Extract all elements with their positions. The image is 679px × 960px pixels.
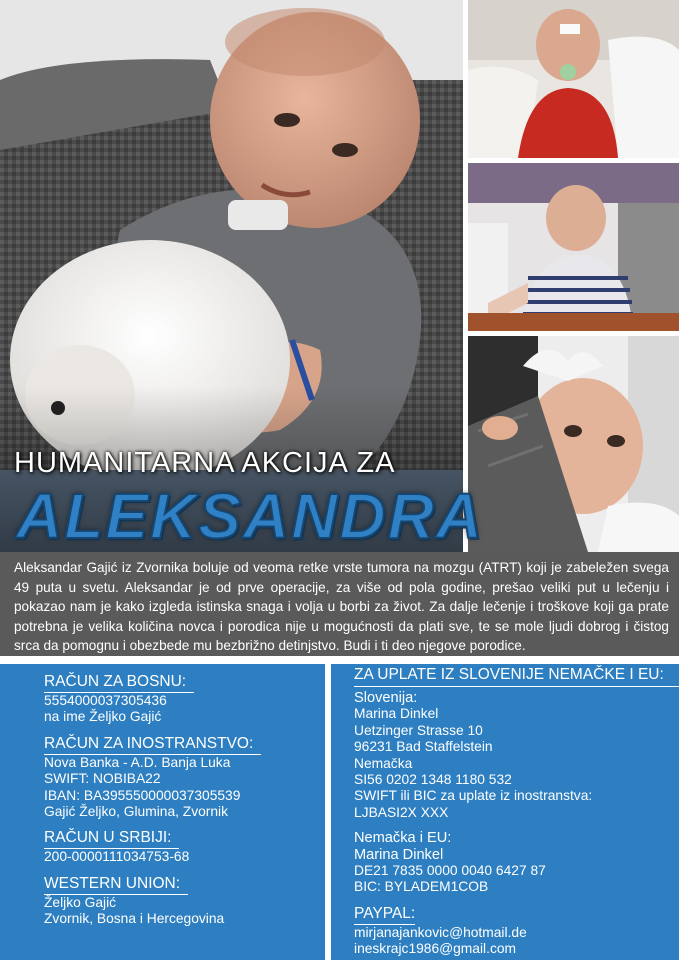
photo-boy-on-sofa-striped-shirt <box>468 163 679 331</box>
slovenia-iban: SI56 0202 1348 1180 532 <box>354 772 512 788</box>
western-union-name: Željko Gajić <box>44 894 117 910</box>
photo-boy-in-hospital-bed <box>468 0 679 158</box>
headline-name: ALEKSANDRA <box>16 480 484 552</box>
photo-girl-with-bow-peeking <box>468 336 679 552</box>
germany-eu-bic: BIC: BYLADEM1COB <box>354 879 489 895</box>
payment-panel-left <box>0 664 325 960</box>
eu-payments-title: ZA UPLATE IZ SLOVENIJE NEMAČKE I EU: <box>354 666 679 685</box>
paypal-email-2: ineskrajc1986@gmail.com <box>354 941 517 957</box>
headline-prefix: HUMANITARNA AKCIJA ZA <box>14 447 396 479</box>
serbia-account-title: RAČUN U SRBIJI: <box>44 829 179 849</box>
abroad-iban: IBAN: BA395550000037305539 <box>44 787 241 803</box>
abroad-holder: Gajić Željko, Glumina, Zvornik <box>44 804 229 820</box>
abroad-account-title: RAČUN ZA INOSTRANSTVO: <box>44 735 261 755</box>
description-box <box>0 552 679 656</box>
slovenia-title: Slovenija: <box>354 690 418 706</box>
slovenia-country: Nemačka <box>354 755 413 771</box>
serbia-account-number: 200-0000111034753-68 <box>44 849 190 865</box>
abroad-swift: SWIFT: NOBIBA22 <box>44 771 161 787</box>
paypal-email-1: mirjanajankovic@hotmail.de <box>354 924 527 940</box>
germany-eu-iban: DE21 7835 0000 0040 6427 87 <box>354 863 546 879</box>
slovenia-recipient: Marina Dinkel <box>354 706 439 722</box>
bosnia-account-number: 5554000037305436 <box>44 693 167 708</box>
abroad-bank: Nova Banka - A.D. Banja Luka <box>44 754 231 770</box>
paypal-title: PAYPAL: <box>354 905 415 925</box>
germany-eu-title: Nemačka i EU: <box>354 830 452 847</box>
payment-panel-right <box>331 664 679 960</box>
bosnia-account-holder: na ime Željko Gajić <box>44 709 162 725</box>
germany-eu-recipient: Marina Dinkel <box>354 846 444 863</box>
slovenia-city: 96231 Bad Staffelstein <box>354 739 493 755</box>
description-text: Aleksandar Gajić iz Zvornika boluje od veoma retke vrste tumora na mozgu (ATRT) koji je zabeležen svega 49 puta u svetu. Aleksandar je od prve operacije, za više od pola godine, prešao veliki put u lečenju i pokazao nam je kako izgleda istinska snaga i volja u borbi za život. Za dalje lečenje i troškove koji ga prate potrebna je velika količina novca i porodica nije u mogućnosti da plati sve, te se mole ljudi dobrog i čistog srca da pomognu i obezbede mu bezbrižno detinjstvo. Budi i ti deo njegove porodice. <box>14 560 669 654</box>
slovenia-swift-code: LJBASI2X XXX <box>354 804 449 820</box>
western-union-location: Zvornik, Bosna i Hercegovina <box>44 911 225 927</box>
slovenia-street: Uetzinger Strasse 10 <box>354 722 483 738</box>
slovenia-swift-label: SWIFT ili BIC za uplate iz inostranstva: <box>354 788 593 804</box>
section-separator <box>0 656 679 664</box>
bosnia-account-title: RAČUN ZA BOSNU: <box>44 673 194 693</box>
western-union-title: WESTERN UNION: <box>44 875 188 895</box>
